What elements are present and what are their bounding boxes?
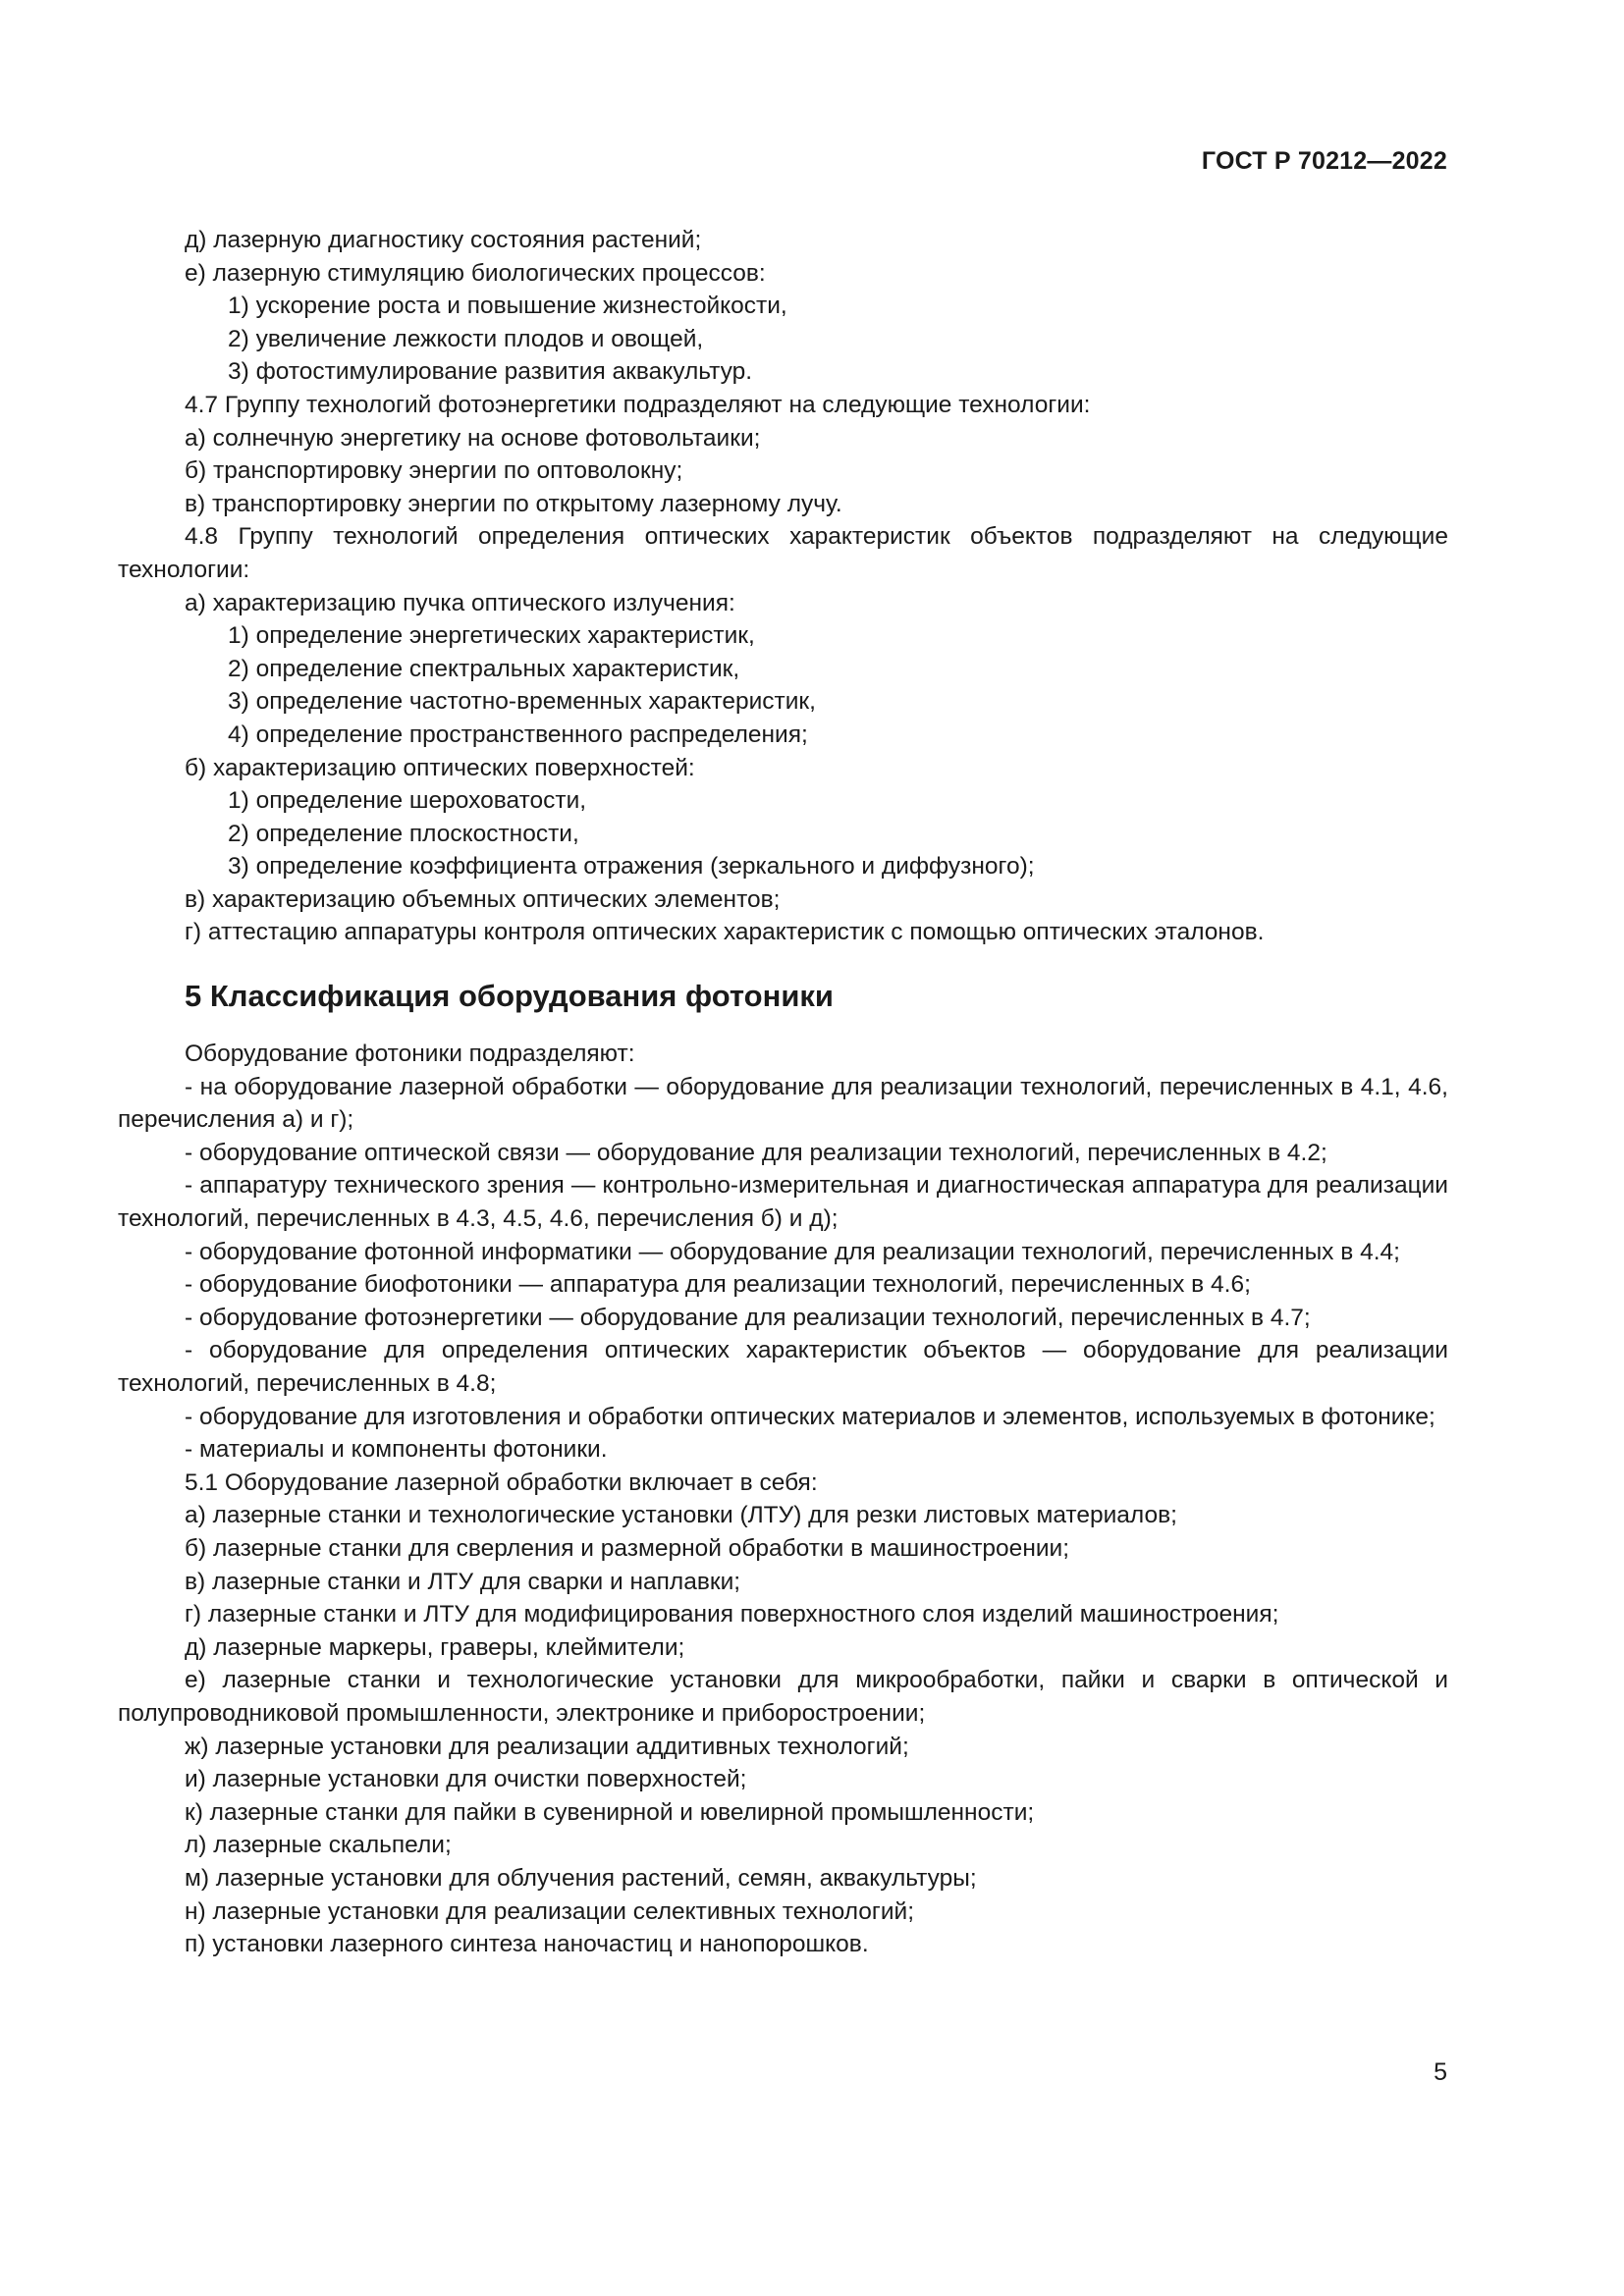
list-item: в) транспортировку энергии по открытому лазерному лучу. bbox=[185, 490, 842, 517]
list-item: - аппаратуру технического зрения — контрольно-измерительная и диагностическая аппаратура для реализации технологий, перечисленных в 4.3, 4.5, 4.6, перечисления б) и д); bbox=[118, 1172, 1448, 1233]
list-item: - оборудование фотоэнергетики — оборудование для реализации технологий, перечисленных в 4.7; bbox=[185, 1304, 1311, 1331]
section-title: 5 Классификация оборудования фотоники bbox=[185, 979, 834, 1014]
list-item: в) характеризацию объемных оптических элементов; bbox=[185, 885, 781, 913]
list-item: - оборудование фотонной информатики — оборудование для реализации технологий, перечисленных в 4.4; bbox=[185, 1238, 1400, 1265]
clause-4-8: 4.8 Группу технологий определения оптических характеристик объектов подразделяют на следующие технологии: bbox=[118, 523, 1448, 583]
clause-5-1: 5.1 Оборудование лазерной обработки включает в себя: bbox=[185, 1468, 818, 1496]
list-item: е) лазерную стимуляцию биологических процессов: bbox=[185, 259, 766, 287]
section-intro: Оборудование фотоники подразделяют: bbox=[185, 1041, 635, 1068]
list-item: п) установки лазерного синтеза наночастиц и нанопорошков. bbox=[185, 1931, 869, 1958]
sub-list-item: 2) увеличение лежкости плодов и овощей, bbox=[228, 325, 704, 352]
list-item: ж) лазерные установки для реализации аддитивных технологий; bbox=[185, 1733, 909, 1760]
list-item: б) транспортировку энергии по оптоволокну; bbox=[185, 457, 683, 485]
list-item: к) лазерные станки для пайки в сувенирной и ювелирной промышленности; bbox=[185, 1798, 1035, 1826]
list-item: - оборудование оптической связи — оборудование для реализации технологий, перечисленных в 4.2; bbox=[185, 1139, 1327, 1166]
list-item: - оборудование для изготовления и обработки оптических материалов и элементов, используемых в фотонике; bbox=[185, 1403, 1435, 1430]
sub-list-item: 3) определение частотно-временных характеристик, bbox=[228, 688, 816, 716]
list-item: - материалы и компоненты фотоники. bbox=[185, 1436, 608, 1464]
sub-list-item: 3) определение коэффициента отражения (зеркального и диффузного); bbox=[228, 853, 1035, 881]
page-number: 5 bbox=[1434, 2058, 1447, 2086]
list-item: и) лазерные установки для очистки поверхностей; bbox=[185, 1766, 747, 1793]
sub-list-item: 1) определение шероховатости, bbox=[228, 787, 587, 815]
list-item: л) лазерные скальпели; bbox=[185, 1832, 452, 1859]
list-item: б) лазерные станки для сверления и размерной обработки в машиностроении; bbox=[185, 1534, 1070, 1562]
list-item: е) лазерные станки и технологические установки для микрообработки, пайки и сварки в оптической и полупроводниковой промышленности, электронике и приборостроении; bbox=[118, 1667, 1448, 1727]
sub-list-item: 1) ускорение роста и повышение жизнестойкости, bbox=[228, 293, 787, 320]
sub-list-item: 2) определение спектральных характеристик, bbox=[228, 655, 740, 682]
page-content bbox=[118, 224, 1448, 1961]
sub-list-item: 4) определение пространственного распределения; bbox=[228, 721, 808, 748]
list-item: а) солнечную энергетику на основе фотовольтаики; bbox=[185, 424, 761, 452]
document-code: ГОСТ Р 70212—2022 bbox=[1201, 147, 1447, 175]
sub-list-item: 1) определение энергетических характеристик, bbox=[228, 622, 755, 650]
list-item: - на оборудование лазерной обработки — оборудование для реализации технологий, перечисленных в 4.1, 4.6, перечисления а) и г); bbox=[118, 1073, 1448, 1134]
list-item: а) лазерные станки и технологические установки (ЛТУ) для резки листовых материалов; bbox=[185, 1502, 1177, 1529]
list-item: г) лазерные станки и ЛТУ для модифицирования поверхностного слоя изделий машиностроения; bbox=[185, 1601, 1279, 1629]
list-item: б) характеризацию оптических поверхностей: bbox=[185, 754, 695, 781]
sub-list-item: 3) фотостимулирование развития аквакультур. bbox=[228, 358, 752, 386]
sub-list-item: 2) определение плоскостности, bbox=[228, 820, 579, 847]
list-item: - оборудование для определения оптических характеристик объектов — оборудование для реализации технологий, перечисленных в 4.8; bbox=[118, 1337, 1448, 1397]
list-item: в) лазерные станки и ЛТУ для сварки и наплавки; bbox=[185, 1568, 741, 1595]
list-item: д) лазерную диагностику состояния растений; bbox=[185, 227, 702, 253]
list-item: н) лазерные установки для реализации селективных технологий; bbox=[185, 1897, 915, 1925]
list-item: г) аттестацию аппаратуры контроля оптических характеристик с помощью оптических эталонов. bbox=[185, 919, 1265, 946]
list-item: а) характеризацию пучка оптического излучения: bbox=[185, 589, 735, 616]
clause-4-7: 4.7 Группу технологий фотоэнергетики подразделяют на следующие технологии: bbox=[185, 391, 1091, 418]
list-item: д) лазерные маркеры, граверы, клеймители; bbox=[185, 1633, 685, 1661]
list-item: м) лазерные установки для облучения растений, семян, аквакультуры; bbox=[185, 1864, 977, 1892]
list-item: - оборудование биофотоники — аппаратура для реализации технологий, перечисленных в 4.6; bbox=[185, 1271, 1251, 1299]
